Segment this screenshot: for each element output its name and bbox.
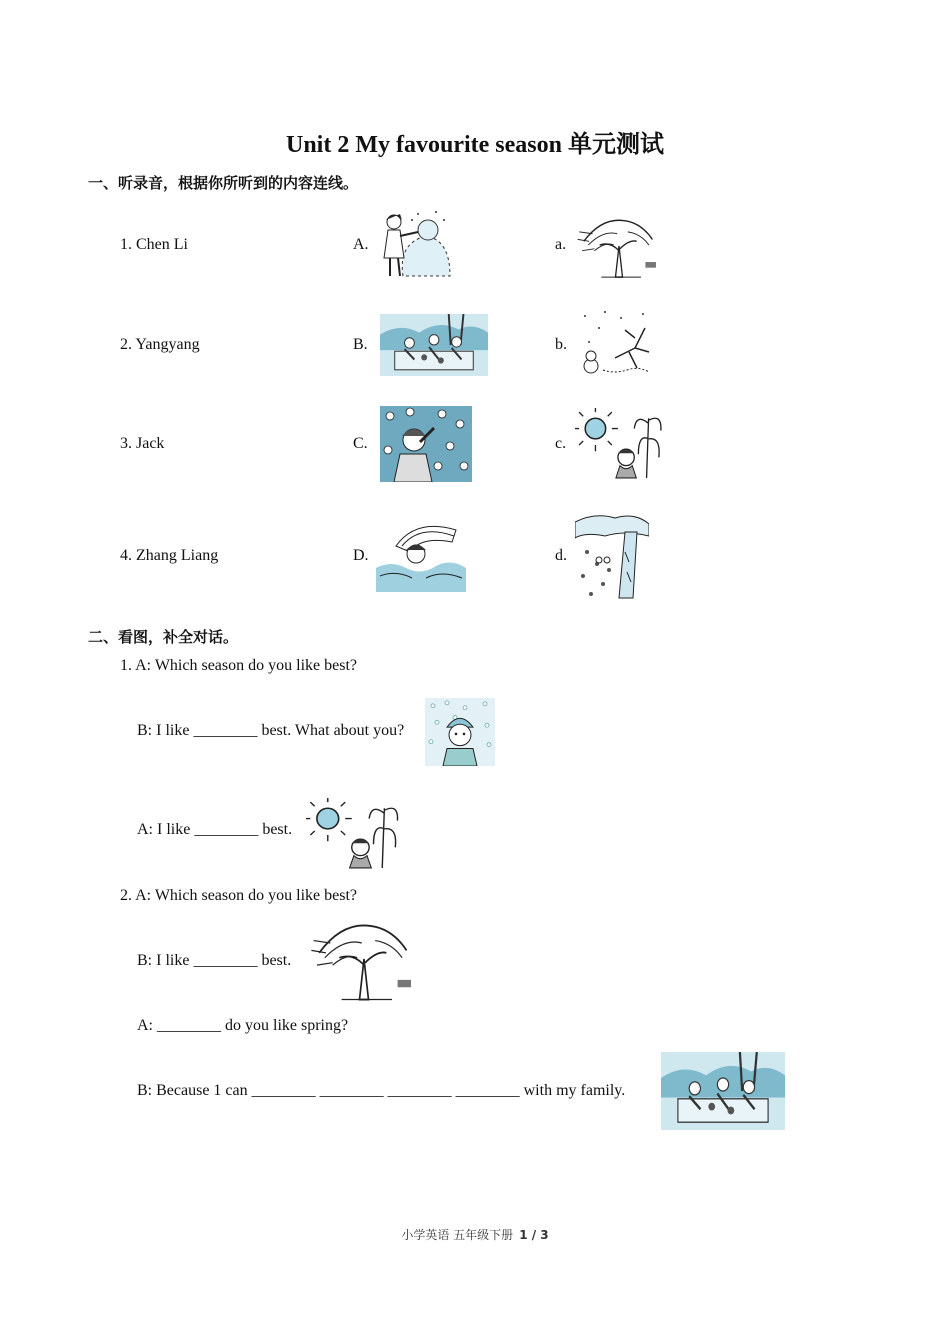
row-4-name: 4. Zhang Liang bbox=[120, 547, 219, 564]
row-1-letter: A. bbox=[353, 236, 369, 253]
autumn-tree-image bbox=[575, 512, 649, 602]
q2-answer-b: B: I like ________ best. bbox=[137, 952, 292, 969]
q1-answer-b: B: I like ________ best. What about you? bbox=[137, 722, 405, 739]
windy-tree-image-a bbox=[575, 213, 663, 279]
row-2-name: 2. Yangyang bbox=[120, 336, 200, 353]
q2-answer-b2: B: Because 1 can ________ ________ ________ ________ with my family. bbox=[137, 1082, 626, 1099]
row-3-lower: c. bbox=[555, 435, 567, 452]
page-number: 1 / 3 bbox=[519, 1228, 549, 1242]
windy-tree-image bbox=[308, 916, 420, 1002]
q1-question: 1. A: Which season do you like best? bbox=[120, 657, 357, 674]
q1-answer-a2: A: I like ________ best. bbox=[137, 821, 293, 838]
picnic-image bbox=[661, 1052, 785, 1130]
swimming-image bbox=[376, 516, 466, 592]
footer-text: 小学英语 五年级下册 bbox=[401, 1228, 514, 1242]
row-3-name: 3. Jack bbox=[120, 435, 165, 452]
winter-snow-image bbox=[575, 308, 653, 384]
snowman-girl-image bbox=[378, 208, 453, 278]
q2-question: 2. A: Which season do you like best? bbox=[120, 887, 357, 904]
row-1-name: 1. Chen Li bbox=[120, 236, 188, 253]
q2-answer-a2: A: ________ do you like spring? bbox=[137, 1017, 349, 1034]
winter-boy-image bbox=[425, 698, 495, 766]
row-3-letter: C. bbox=[353, 435, 368, 452]
row-2-letter: B. bbox=[353, 336, 368, 353]
section-2-heading: 二、看图，补全对话。 bbox=[88, 628, 239, 646]
section-1-heading: 一、听录音，根据你所听到的内容连线。 bbox=[88, 174, 359, 192]
summer-sun-image-c bbox=[575, 408, 667, 480]
summer-sun-image bbox=[306, 798, 404, 870]
page-footer bbox=[0, 1226, 950, 1243]
row-4-letter: D. bbox=[353, 547, 369, 564]
apple-picking-image bbox=[380, 406, 472, 482]
row-2-lower: b. bbox=[555, 336, 567, 353]
row-1-lower: a. bbox=[555, 236, 567, 253]
picnic-image-b bbox=[380, 314, 488, 376]
row-4-lower: d. bbox=[555, 547, 567, 564]
page-title: Unit 2 My favourite season 单元测试 bbox=[286, 132, 664, 158]
